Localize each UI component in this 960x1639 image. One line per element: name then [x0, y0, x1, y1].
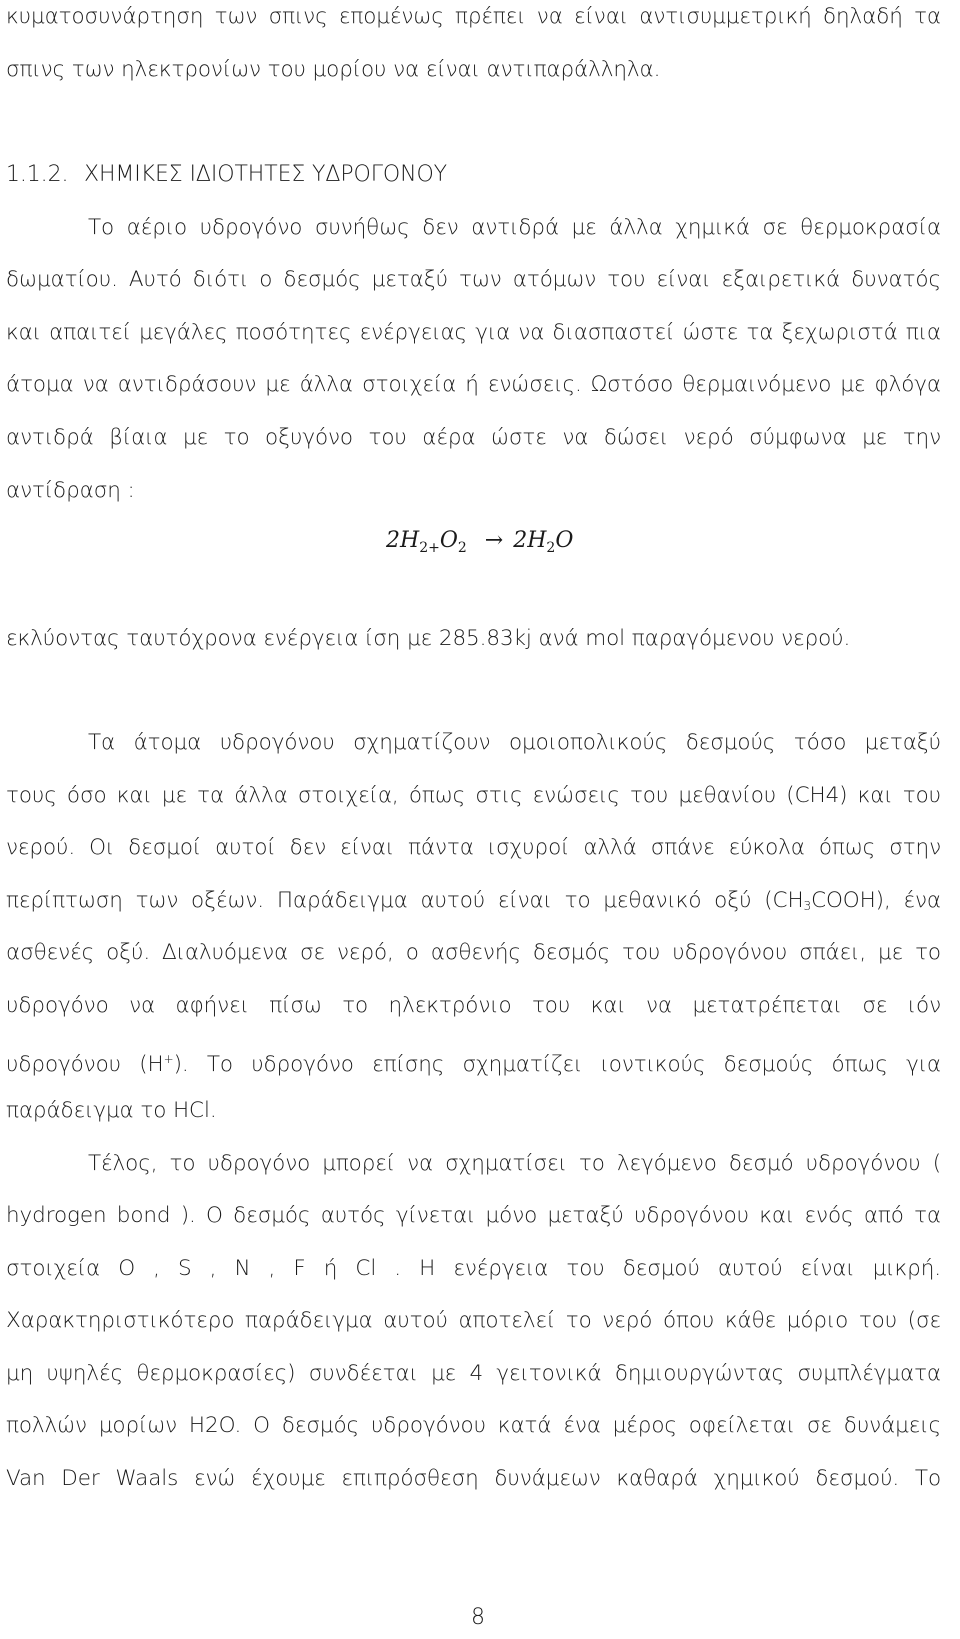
body-text-line: κυματοσυνάρτηση των σπινς επομένως πρέπει να είναι αντισυμμετρική δηλαδή τα	[6, 4, 941, 29]
body-text-line: και απαιτεί μεγάλες ποσότητες ενέργειας για να διασπαστεί ώστε τα ξεχωριστά πια	[6, 320, 941, 345]
body-text-line: ασθενές οξύ. Διαλυόμενα σε νερό, ο ασθενής δεσμός του υδρογόνου σπάει, με το	[6, 940, 941, 965]
body-text-line: Van Der Waals ενώ έχουμε επιπρόσθεση δυνάμεων καθαρά χημικού δεσμού. Το	[6, 1466, 941, 1491]
section-title: ΧΗΜΙΚΕΣ ΙΔΙΟΤΗΤΕΣ ΥΔΡΟΓΟΝΟΥ	[84, 162, 448, 187]
body-text-line: δωματίου. Αυτό διότι ο δεσμός μεταξύ των ατόμων του είναι εξαιρετικά δυνατός	[6, 267, 941, 292]
document-page	[6, 0, 950, 1639]
body-text-line: παράδειγμα το HCl.	[6, 1098, 217, 1123]
body-text-line: περίπτωση των οξέων. Παράδειγμα αυτού είναι το μεθανικό οξύ $(CH_3COOH)$, ένα	[6, 888, 942, 913]
chemical-equation: $2H_{2+}O_2 \to 2H_2O$	[386, 528, 574, 556]
page-number: 8	[471, 1605, 485, 1630]
body-text-line: Τα άτομα υδρογόνου σχηματίζουν ομοιοπολικούς δεσμούς τόσο μεταξύ	[88, 730, 941, 755]
body-text-line: Χαρακτηριστικότερο παράδειγμα αυτού αποτελεί το νερό όπου κάθε μόριο του (σε	[6, 1308, 941, 1333]
body-text-line: σπινς των ηλεκτρονίων του μορίου να είναι αντιπαράλληλα.	[6, 57, 661, 82]
body-text-line: στοιχεία O , S , N , F ή Cl . Η ενέργεια του δεσμού αυτού είναι μικρή.	[6, 1256, 941, 1281]
body-text-line: αντιδρά βίαια με το οξυγόνο του αέρα ώστε να δώσει νερό σύμφωνα με την	[6, 425, 941, 450]
section-heading	[6, 160, 447, 190]
body-text-line: τους όσο και με τα άλλα στοιχεία, όπως στις ενώσεις του μεθανίου (CH4) και του	[6, 783, 941, 808]
section-number: 1.1.2.	[6, 162, 69, 187]
body-text-line: άτομα να αντιδράσουν με άλλα στοιχεία ή ενώσεις. Ωστόσο θερμαινόμενο με φλόγα	[6, 372, 941, 397]
body-text-line: νερού. Οι δεσμοί αυτοί δεν είναι πάντα ισχυροί αλλά σπάνε εύκολα όπως στην	[6, 835, 941, 860]
body-text-line: εκλύοντας ταυτόχρονα ενέργεια ίση με 285.83kj ανά mol παραγόμενου νερού.	[6, 626, 851, 651]
reaction-arrow: →	[484, 528, 504, 553]
body-text-line: υδρογόνου (H+). Το υδρογόνο επίσης σχηματίζει ιοντικούς δεσμούς όπως για	[6, 1052, 941, 1077]
body-text-line: μη υψηλές θερμοκρασίες) συνδέεται με 4 γειτονικά δημιουργώντας συμπλέγματα	[6, 1361, 941, 1386]
body-text-line: πολλών μορίων H2O. Ο δεσμός υδρογόνου κατά ένα μέρος οφείλεται σε δυνάμεις	[6, 1413, 941, 1438]
body-text-line: Τέλος, το υδρογόνο μπορεί να σχηματίσει το λεγόμενο δεσμό υδρογόνου (	[88, 1151, 941, 1176]
body-text-line: Το αέριο υδρογόνο συνήθως δεν αντιδρά με άλλα χημικά σε θερμοκρασία	[88, 215, 941, 240]
body-text-line: hydrogen bond ). Ο δεσμός αυτός γίνεται μόνο μεταξύ υδρογόνου και ενός από τα	[6, 1203, 941, 1228]
body-text-line: αντίδραση :	[6, 478, 135, 503]
body-text-line: υδρογόνο να αφήνει πίσω το ηλεκτρόνιο του και να μετατρέπεται σε ιόν	[6, 993, 941, 1018]
